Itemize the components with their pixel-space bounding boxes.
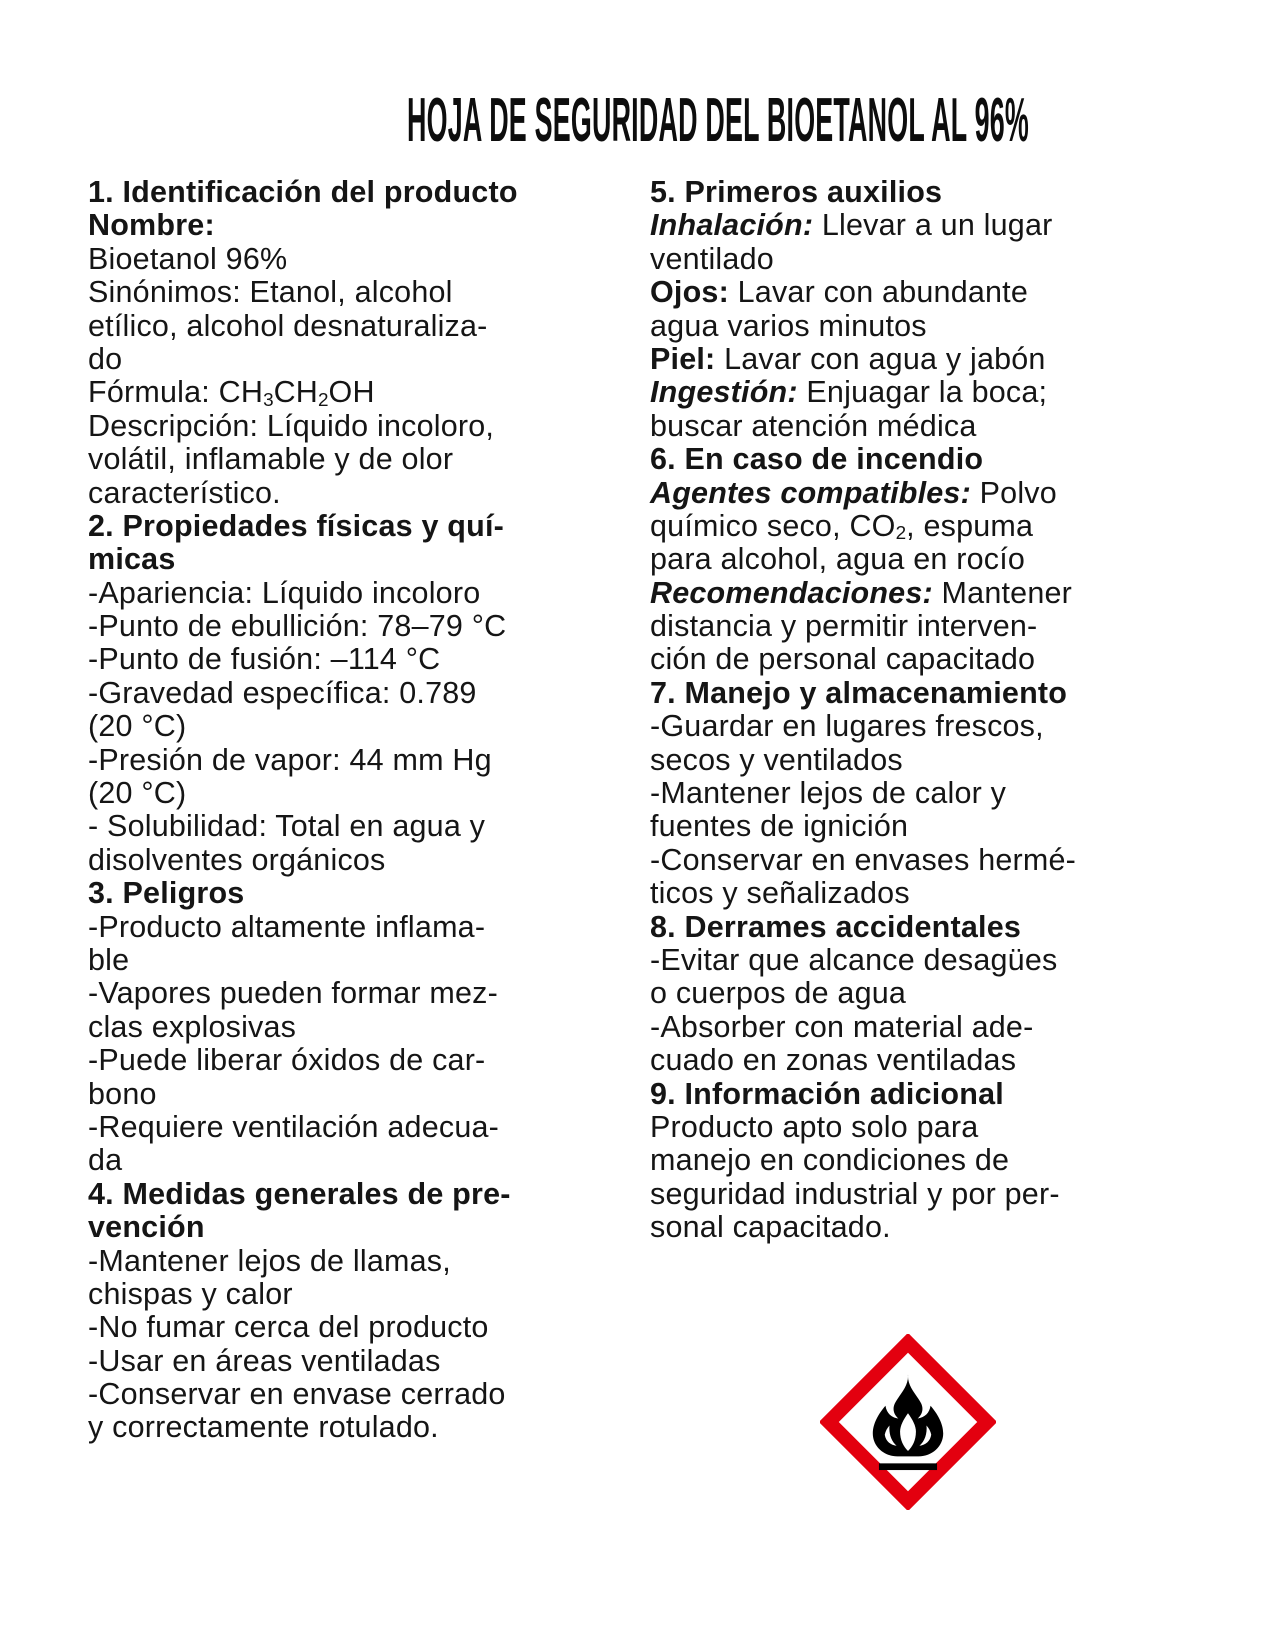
- text-line: [650, 1044, 1198, 1077]
- text-line: [650, 710, 1198, 743]
- text-run: Descripción: Líquido incoloro,: [88, 408, 495, 443]
- section-heading: [650, 911, 1198, 944]
- text-run: bono: [88, 1076, 157, 1111]
- bold-run: 5. Primeros auxilios: [650, 175, 943, 209]
- text-run: Llevar a un lugar: [813, 208, 1053, 243]
- text-run: 2: [318, 389, 329, 411]
- text-run: CH: [273, 375, 319, 410]
- text-line: [88, 1311, 636, 1344]
- text-line: [650, 577, 1198, 610]
- bold-run: Nombre:: [88, 208, 215, 243]
- text-run: agua varios minutos: [650, 308, 927, 343]
- text-line: [88, 1044, 636, 1077]
- text-run: fuentes de ignición: [650, 809, 909, 844]
- section-heading: [650, 1078, 1198, 1111]
- text-line: [650, 1211, 1198, 1244]
- text-line: [88, 710, 636, 743]
- text-line: [88, 1111, 636, 1144]
- bold-run: vención: [88, 1210, 205, 1245]
- text-line: [650, 209, 1198, 242]
- bold-run: 1. Identificación del producto: [88, 175, 518, 209]
- text-run: ble: [88, 942, 130, 977]
- text-run: - Solubilidad: Total en agua y: [88, 809, 486, 844]
- text-line: [88, 643, 636, 676]
- text-line: [88, 777, 636, 810]
- bold-run: 7. Manejo y almacenamiento: [650, 675, 1068, 710]
- text-line: [650, 744, 1198, 777]
- text-run: -Absorber con material ade-: [650, 1009, 1034, 1044]
- text-run: -No fumar cerca del producto: [88, 1310, 489, 1345]
- text-line: [88, 844, 636, 877]
- text-run: -Evitar que alcance desagües: [650, 942, 1058, 977]
- text-line: [650, 510, 1198, 543]
- text-run: Producto apto solo para: [650, 1109, 979, 1144]
- text-line: [650, 477, 1198, 510]
- bold-run: Ingestión:: [650, 375, 798, 410]
- text-line: [88, 744, 636, 777]
- text-line: [88, 376, 636, 409]
- text-run: Lavar con agua y jabón: [715, 341, 1046, 376]
- text-run: Sinónimos: Etanol, alcohol: [88, 275, 453, 310]
- section-heading: [650, 443, 1198, 476]
- text-run: -Puede liberar óxidos de car-: [88, 1043, 486, 1078]
- text-run: 3: [263, 389, 274, 411]
- text-line: [650, 243, 1198, 276]
- flame-base-bar: [879, 1463, 937, 1470]
- text-run: y correctamente rotulado.: [88, 1410, 439, 1445]
- text-run: o cuerpos de agua: [650, 976, 907, 1011]
- text-run: distancia y permitir interven-: [650, 609, 1038, 644]
- text-line: [88, 1144, 636, 1177]
- text-line: [88, 276, 636, 309]
- text-run: manejo en condiciones de: [650, 1143, 1010, 1178]
- text-line: [88, 1278, 636, 1311]
- section-heading: [88, 510, 636, 543]
- text-line: [650, 1011, 1198, 1044]
- text-line: [650, 810, 1198, 843]
- text-line: [88, 977, 636, 1010]
- text-line: [650, 977, 1198, 1010]
- text-line: [88, 1078, 636, 1111]
- text-run: clas explosivas: [88, 1009, 297, 1044]
- text-run: OH: [328, 375, 375, 410]
- text-line: [650, 410, 1198, 443]
- text-run: chispas y calor: [88, 1276, 293, 1311]
- text-line: [650, 310, 1198, 343]
- text-line: [650, 276, 1198, 309]
- text-run: , espuma: [906, 508, 1034, 543]
- text-line: [88, 1245, 636, 1278]
- text-line: [650, 1144, 1198, 1177]
- text-run: característico.: [88, 475, 281, 510]
- text-run: ventilado: [650, 241, 774, 276]
- text-line: [88, 1378, 636, 1411]
- text-line: [88, 1411, 636, 1444]
- text-run: Lavar con abundante: [728, 275, 1029, 310]
- text-run: do: [88, 341, 123, 376]
- text-run: sonal capacitado.: [650, 1210, 891, 1245]
- text-line: [88, 243, 636, 276]
- text-run: 2: [895, 523, 907, 545]
- text-run: -Gravedad específica: 0.789: [88, 675, 477, 710]
- text-line: [88, 310, 636, 343]
- text-run: -Punto de fusión: –114 °C: [88, 642, 441, 677]
- bold-run: Piel:: [650, 341, 716, 376]
- text-run: cuado en zonas ventiladas: [650, 1043, 1017, 1078]
- text-line: [88, 610, 636, 643]
- right-column: [650, 176, 1198, 1245]
- section-heading: [88, 1178, 636, 1211]
- text-line: [650, 944, 1198, 977]
- text-line: [650, 643, 1198, 676]
- text-line: [88, 443, 636, 476]
- text-run: -Presión de vapor: 44 mm Hg: [88, 742, 492, 777]
- text-run: -Producto altamente inflama-: [88, 909, 486, 944]
- text-line: [88, 810, 636, 843]
- text-line: [650, 610, 1198, 643]
- text-line: [650, 877, 1198, 910]
- bold-run: Ojos:: [650, 275, 729, 310]
- bold-run: 9. Información adicional: [650, 1076, 1004, 1111]
- section-heading: [88, 543, 636, 576]
- text-run: -Requiere ventilación adecua-: [88, 1109, 500, 1144]
- bold-run: Inhalación:: [650, 208, 814, 243]
- section-heading: [88, 209, 636, 242]
- text-line: [88, 677, 636, 710]
- text-line: [650, 543, 1198, 576]
- page-title: [0, 86, 1276, 155]
- text-line: [650, 844, 1198, 877]
- text-run: disolventes orgánicos: [88, 842, 386, 877]
- text-run: (20 °C): [88, 776, 187, 811]
- text-line: [88, 410, 636, 443]
- text-run: volátil, inflamable y de olor: [88, 442, 454, 477]
- bold-run: 4. Medidas generales de pre-: [88, 1176, 511, 1211]
- text-run: -Vapores pueden formar mez-: [88, 976, 498, 1011]
- text-run: -Apariencia: Líquido incoloro: [88, 575, 481, 610]
- page-title-text: HOJA DE SEGURIDAD DEL BIOETANOL AL 96%: [407, 86, 1029, 155]
- text-line: [88, 477, 636, 510]
- text-run: buscar atención médica: [650, 408, 977, 443]
- text-run: Enjuagar la boca;: [797, 375, 1048, 410]
- text-run: -Mantener lejos de llamas,: [88, 1243, 451, 1278]
- bold-run: 8. Derrames accidentales: [650, 909, 1022, 944]
- text-line: [650, 343, 1198, 376]
- text-run: Polvo: [970, 475, 1057, 510]
- section-heading: [88, 1211, 636, 1244]
- text-line: [88, 911, 636, 944]
- text-run: (20 °C): [88, 709, 187, 744]
- text-run: -Conservar en envases hermé-: [650, 842, 1077, 877]
- text-line: [88, 577, 636, 610]
- text-run: da: [88, 1143, 123, 1178]
- text-run: -Guardar en lugares frescos,: [650, 709, 1044, 744]
- bold-run: Recomendaciones:: [650, 575, 933, 610]
- text-run: Mantener: [932, 575, 1072, 610]
- text-run: seguridad industrial y por per-: [650, 1176, 1060, 1211]
- left-column: [88, 176, 636, 1445]
- text-run: -Usar en áreas ventiladas: [88, 1343, 441, 1378]
- text-line: [650, 777, 1198, 810]
- text-run: etílico, alcohol desnaturaliza-: [88, 308, 488, 343]
- text-line: [650, 1178, 1198, 1211]
- bold-run: 3. Peligros: [88, 876, 245, 911]
- section-heading: [650, 176, 1198, 209]
- text-line: [650, 376, 1198, 409]
- bold-run: micas: [88, 542, 176, 577]
- section-heading: [88, 877, 636, 910]
- text-run: -Conservar en envase cerrado: [88, 1377, 506, 1412]
- text-run: ción de personal capacitado: [650, 642, 1036, 677]
- bold-run: 2. Propiedades físicas y quí-: [88, 508, 505, 543]
- ghs-flammable-pictogram: [820, 1334, 996, 1510]
- text-line: [88, 1345, 636, 1378]
- text-run: químico seco, CO: [650, 508, 896, 543]
- section-heading: [88, 176, 636, 209]
- text-line: [88, 944, 636, 977]
- text-run: -Mantener lejos de calor y: [650, 776, 1007, 811]
- text-run: ticos y señalizados: [650, 876, 910, 911]
- text-run: -Punto de ebullición: 78–79 °C: [88, 609, 507, 644]
- bold-run: 6. En caso de incendio: [650, 442, 984, 477]
- bold-run: Agentes compatibles:: [650, 475, 971, 510]
- text-run: para alcohol, agua en rocío: [650, 542, 1026, 577]
- text-run: secos y ventilados: [650, 742, 903, 777]
- text-line: [88, 343, 636, 376]
- section-heading: [650, 677, 1198, 710]
- text-line: [88, 1011, 636, 1044]
- text-run: Fórmula: CH: [88, 375, 264, 410]
- text-run: Bioetanol 96%: [88, 241, 288, 276]
- text-line: [650, 1111, 1198, 1144]
